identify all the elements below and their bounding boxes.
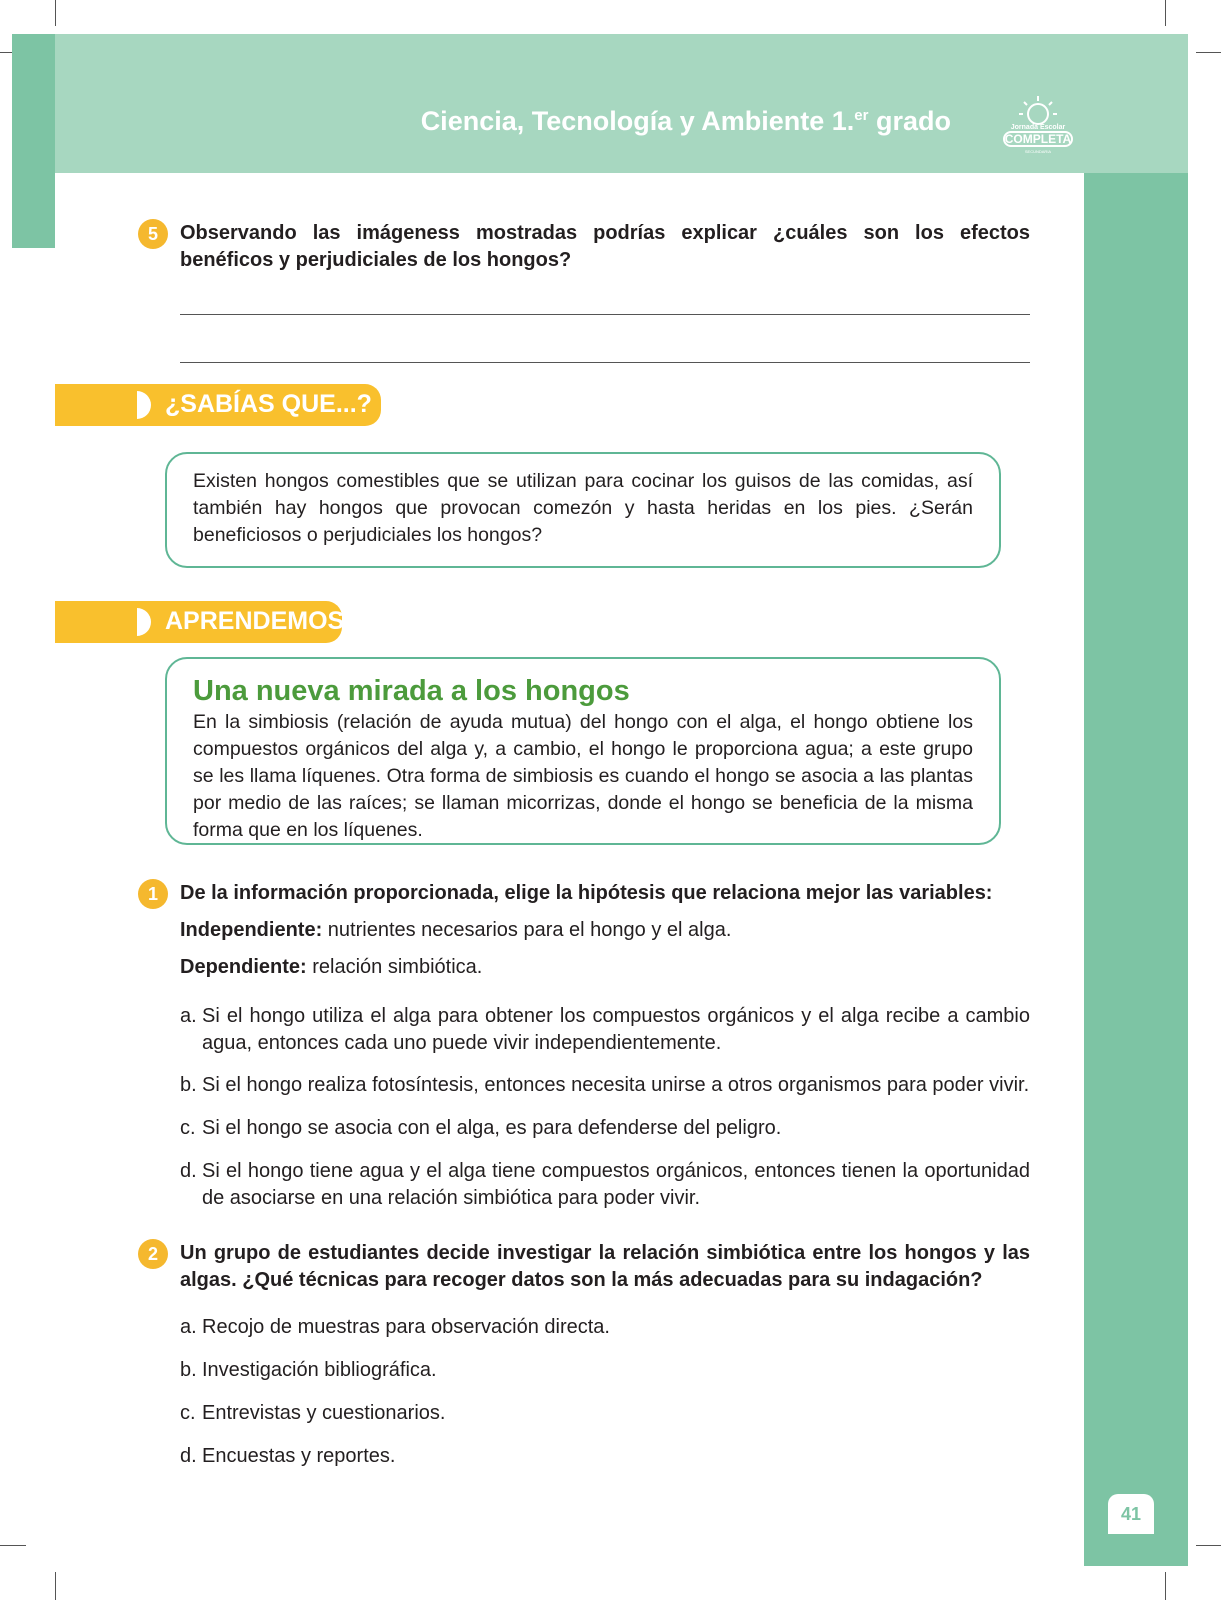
option-b[interactable]: b. Si el hongo realiza fotosíntesis, entonces necesita unirse a otros organismos para poder vivir. (180, 1074, 1030, 1096)
option-a[interactable]: a. Recojo de muestras para observación directa. (180, 1316, 610, 1338)
crop-mark (0, 1545, 26, 1546)
crop-mark (1196, 1545, 1221, 1546)
right-margin-band (1084, 173, 1188, 1566)
section-label-sabias-que (55, 384, 381, 426)
left-tab (12, 34, 55, 248)
option-d[interactable]: d. Si el hongo tiene agua y el alga tiene compuestos orgánicos, entonces tienen la oportunidad de asociarse en una relación simbiótica para poder vivir. (180, 1160, 1030, 1209)
question-number-badge: 2 (138, 1239, 168, 1269)
aprendemos-text: En la simbiosis (relación de ayuda mutua) del hongo con el alga, el hongo obtiene los compuestos orgánicos del alga y, a cambio, el hongo le proporciona agua; a este grupo se les llama líquenes. Otra forma de simbiosis es cuando el hongo se asocia a las plantas por medio de las raíces; se llaman micorrizas, donde el hongo se beneficia de la misma forma que en los líquenes. (193, 711, 973, 841)
aprendemos-title: Una nueva mirada a los hongos (193, 675, 630, 707)
answer-line[interactable] (180, 314, 1030, 315)
svg-text:SECUNDARIA: SECUNDARIA (1024, 149, 1052, 154)
section-label-text: APRENDEMOS (165, 607, 345, 635)
header-title: Ciencia, Tecnología y Ambiente 1.$^{er}$ grado (420, 106, 951, 136)
half-circle-icon (137, 608, 151, 636)
option-a[interactable]: a. Si el hongo utiliza el alga para obtener los compuestos orgánicos y el alga recibe a cambio agua, entonces cada uno puede vivir independientemente. (180, 1005, 1030, 1054)
option-c[interactable]: c. Si el hongo se asocia con el alga, es para defenderse del peligro. (180, 1117, 782, 1139)
crop-mark (55, 0, 56, 26)
crop-mark (1196, 52, 1221, 53)
sabias-que-text: Existen hongos comestibles que se utilizan para cocinar los guisos de las comidas, así también hay hongos que provocan comezón y hasta heridas en los pies. ¿Serán beneficiosos o perjudiciales los hongos? (193, 470, 973, 546)
crop-mark (55, 1572, 56, 1600)
question-number-badge: 1 (138, 879, 168, 909)
question-1-text: De la información proporcionada, elige la hipótesis que relaciona mejor las variables: (180, 882, 993, 904)
page-number: 41 (1108, 1494, 1154, 1534)
section-label-text: ¿SABÍAS QUE...? (165, 390, 372, 418)
sabias-que-box (165, 452, 1001, 568)
question-2-text: Un grupo de estudiantes decide investigar la relación simbiótica entre los hongos y las algas. ¿Qué técnicas para recoger datos son la más adecuadas para su indagación? (180, 1242, 1030, 1291)
independent-variable: Independiente: nutrientes necesarios para el hongo y el alga. (180, 919, 732, 941)
dependent-variable: Dependiente: relación simbiótica. (180, 956, 483, 978)
question-number-badge: 5 (138, 219, 168, 249)
half-circle-icon (137, 391, 151, 419)
crop-mark (1165, 1572, 1166, 1600)
option-d[interactable]: d. Encuestas y reportes. (180, 1445, 396, 1467)
option-b[interactable]: b. Investigación bibliográfica. (180, 1359, 437, 1381)
svg-text:COMPLETA: COMPLETA (1004, 132, 1072, 146)
svg-text:Jornada Escolar: Jornada Escolar (1010, 124, 1066, 131)
option-c[interactable]: c. Entrevistas y cuestionarios. (180, 1402, 446, 1424)
section-label-aprendemos (55, 601, 345, 643)
crop-mark (1165, 0, 1166, 26)
aprendemos-box (165, 657, 1001, 845)
question-5-text: Observando las imágeness mostradas podrías explicar ¿cuáles son los efectos benéficos y perjudiciales de los hongos? (180, 222, 1030, 271)
jornada-escolar-completa-logo (996, 94, 1080, 156)
answer-line[interactable] (180, 362, 1030, 363)
